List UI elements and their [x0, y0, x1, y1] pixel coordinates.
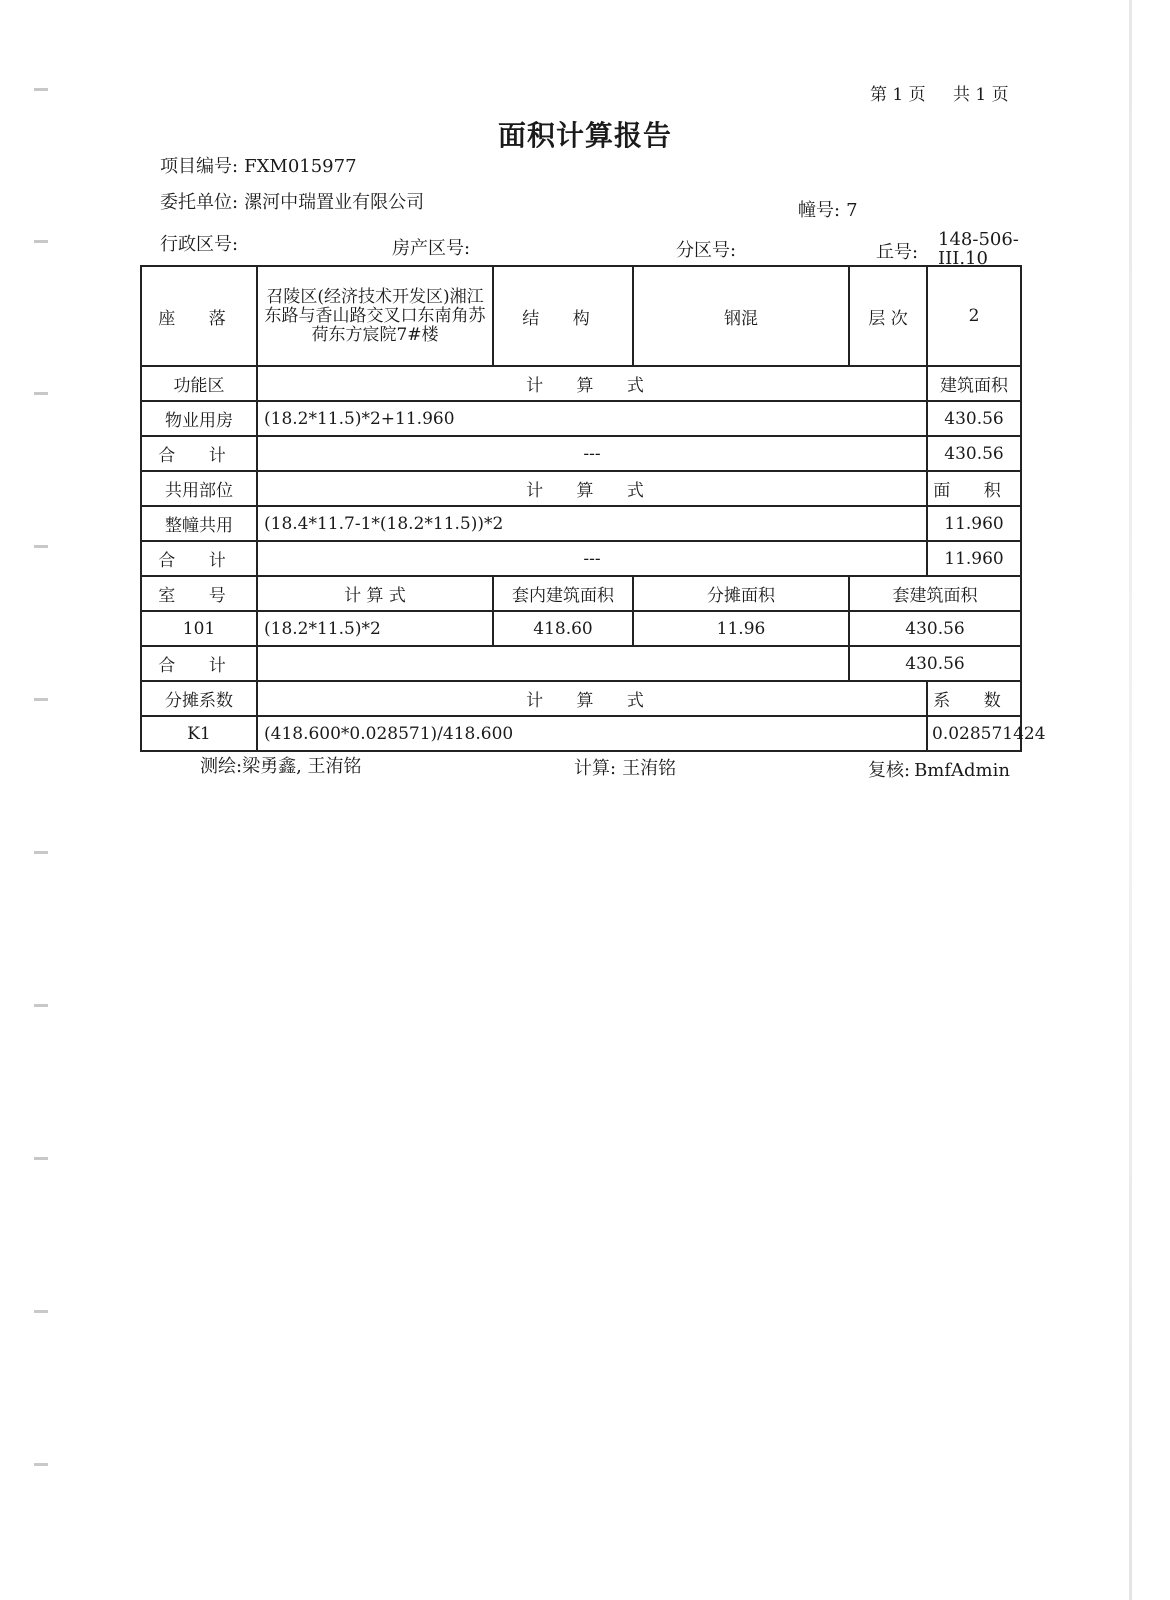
shared-col1: 共用部位 [141, 471, 257, 506]
func-row-name: 物业用房 [141, 401, 257, 436]
room-inner-area: 418.60 [493, 611, 633, 646]
table-row [141, 611, 1021, 646]
binding-mark [34, 1463, 48, 1466]
room-col4: 分摊面积 [633, 576, 849, 611]
binding-mark [34, 1157, 48, 1160]
room-total-area: 430.56 [849, 611, 1021, 646]
client [160, 188, 424, 214]
structure-label: 结 构 [493, 266, 633, 366]
building-no-value: 7 [846, 200, 858, 221]
admin-zone-label: 行政区号: [160, 234, 239, 255]
shared-total-value: 11.960 [927, 541, 1021, 576]
scan-edge [1129, 0, 1132, 1600]
client-value: 漯河中瑞置业有限公司 [244, 192, 425, 213]
func-col3: 建筑面积 [927, 366, 1021, 401]
shared-total-label: 合 计 [141, 541, 257, 576]
table-row [141, 401, 1021, 436]
floor-label: 层 次 [849, 266, 927, 366]
section-header-row [141, 471, 1021, 506]
section-header-row [141, 576, 1021, 611]
binding-mark [34, 1004, 48, 1007]
room-col1: 室 号 [141, 576, 257, 611]
func-total-formula: --- [257, 436, 927, 471]
client-label: 委托单位: [160, 192, 239, 213]
report-title: 面积计算报告 [497, 119, 672, 152]
coef-name: K1 [141, 716, 257, 751]
page-current: 第 1 页 [870, 85, 926, 105]
room-col2: 计 算 式 [257, 576, 493, 611]
coef-col3: 系 数 [927, 681, 1021, 716]
hill-no-label: 丘号: [876, 242, 919, 263]
review-value: BmfAdmin [914, 760, 1010, 781]
calc-label: 计算: [574, 758, 617, 779]
coef-value: 0.028571424 [927, 716, 1021, 751]
binding-mark [34, 240, 48, 243]
structure-value: 钢混 [633, 266, 849, 366]
func-row-formula: (18.2*11.5)*2+11.960 [257, 401, 927, 436]
shared-col2: 计 算 式 [257, 471, 927, 506]
location-value: 召陵区(经济技术开发区)湘江东路与香山路交叉口东南角苏荷东方宸院7#楼 [257, 266, 493, 366]
coef-formula: (418.600*0.028571)/418.600 [257, 716, 927, 751]
room-col3: 套内建筑面积 [493, 576, 633, 611]
binding-mark [34, 392, 48, 395]
total-row [141, 541, 1021, 576]
room-total-value: 430.56 [849, 646, 1021, 681]
section-header-row [141, 366, 1021, 401]
room-col5: 套建筑面积 [849, 576, 1021, 611]
calculator [574, 754, 676, 780]
func-total-value: 430.56 [927, 436, 1021, 471]
shared-row-area: 11.960 [927, 506, 1021, 541]
func-total-label: 合 计 [141, 436, 257, 471]
total-row [141, 646, 1021, 681]
surveyor-value: 梁勇鑫, 王洧铭 [242, 756, 362, 777]
func-col1: 功能区 [141, 366, 257, 401]
hill-no-line2: III.10 [938, 248, 988, 269]
shared-col3: 面 积 [927, 471, 1021, 506]
project-no [160, 152, 357, 178]
reviewer [868, 756, 1010, 782]
binding-mark [34, 88, 48, 91]
page-total: 共 1 页 [953, 85, 1009, 105]
hill-no-line1: 148-506- [938, 229, 1019, 250]
coef-col2: 计 算 式 [257, 681, 927, 716]
review-label: 复核: [868, 760, 911, 781]
building-no [798, 196, 858, 222]
shared-row-name: 整幢共用 [141, 506, 257, 541]
project-no-value: FXM015977 [244, 156, 357, 177]
func-col2: 计 算 式 [257, 366, 927, 401]
room-no: 101 [141, 611, 257, 646]
surveyor-label: 测绘: [200, 756, 243, 777]
room-shared-area: 11.96 [633, 611, 849, 646]
hill-no-value [938, 230, 1019, 268]
calc-value: 王洧铭 [622, 758, 677, 779]
page-indicator [870, 80, 1013, 105]
room-formula: (18.2*11.5)*2 [257, 611, 493, 646]
area-calculation-table [140, 265, 1046, 752]
floor-value: 2 [927, 266, 1021, 366]
sub-zone-label: 分区号: [676, 240, 737, 261]
binding-mark [34, 545, 48, 548]
room-total-label: 合 计 [141, 646, 257, 681]
total-row [141, 436, 1021, 471]
location-row [141, 266, 1021, 366]
shared-total-formula: --- [257, 541, 927, 576]
section-header-row [141, 681, 1021, 716]
building-no-label: 幢号: [798, 200, 841, 221]
binding-mark [34, 851, 48, 854]
binding-mark [34, 698, 48, 701]
room-total-blank [257, 646, 849, 681]
location-label: 座 落 [141, 266, 257, 366]
func-row-area: 430.56 [927, 401, 1021, 436]
property-zone-label: 房产区号: [392, 238, 471, 259]
coef-col1: 分摊系数 [141, 681, 257, 716]
surveyor [200, 752, 362, 778]
table-row [141, 716, 1021, 751]
project-no-label: 项目编号: [160, 156, 239, 177]
table-row [141, 506, 1021, 541]
shared-row-formula: (18.4*11.7-1*(18.2*11.5))*2 [257, 506, 927, 541]
binding-mark [34, 1310, 48, 1313]
